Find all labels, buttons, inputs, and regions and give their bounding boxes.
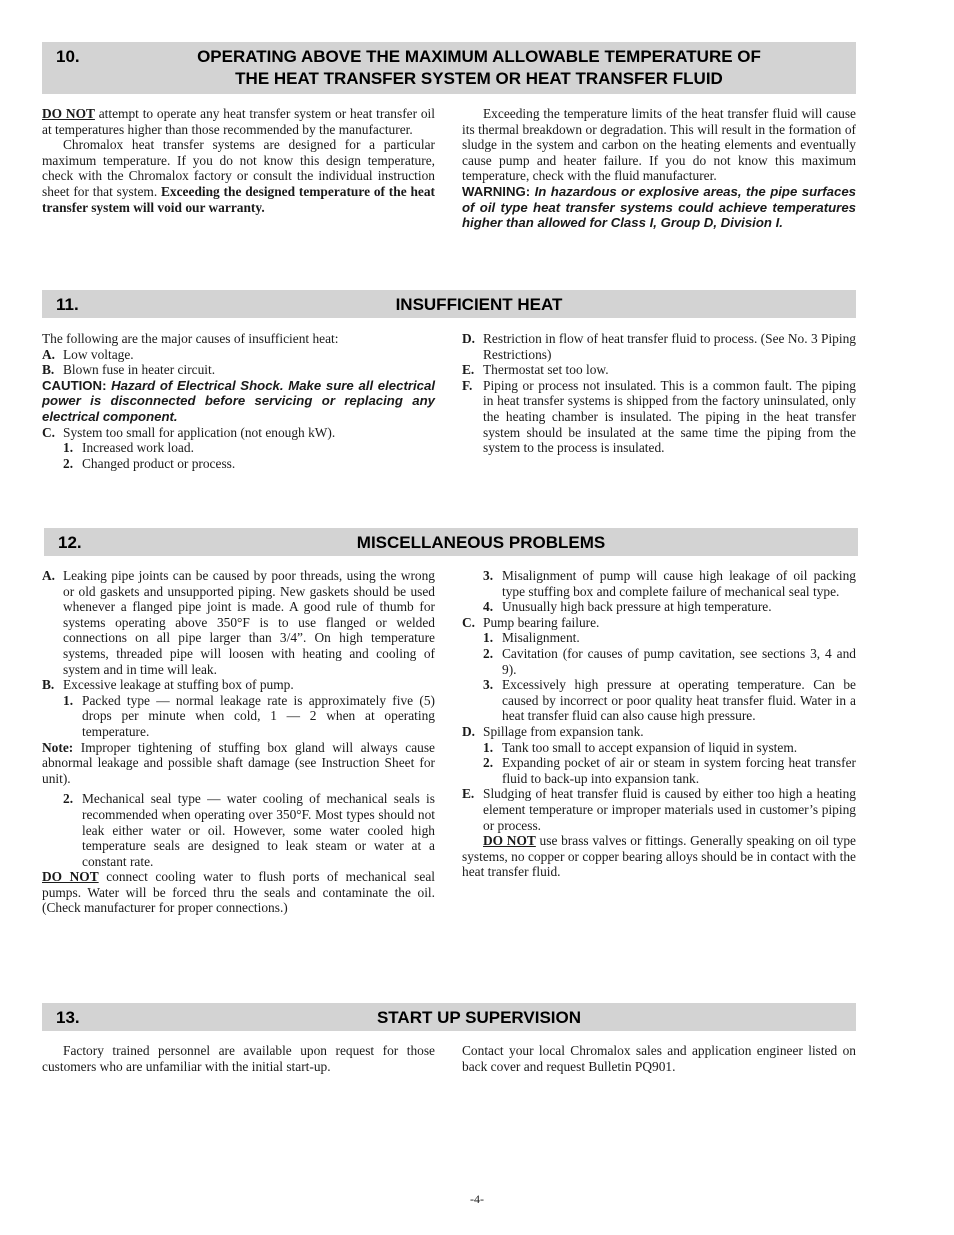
paragraph: DO NOT use brass valves or fittings. Generally speaking on oil type systems, no copper or copper bearing alloys should be in contact with the heat transfer fluid. <box>462 833 856 880</box>
paragraph: Contact your local Chromalox sales and application engineer listed on back cover and request Bulletin PQ901. <box>462 1043 856 1074</box>
section-number: 13. <box>56 1008 80 1027</box>
section-title: START UP SUPERVISION <box>376 1008 582 1027</box>
list-item: C. Pump bearing failure. <box>462 614 600 630</box>
section-13-left <box>42 1043 435 1074</box>
section-title: INSUFFICIENT HEAT <box>395 295 563 314</box>
section-12-right <box>462 568 856 880</box>
section-title-line-2: THE HEAT TRANSFER SYSTEM OR HEAT TRANSFER FLUID <box>235 69 723 88</box>
list-item: E. Sludging of heat transfer fluid is caused by either too high a heating element temperature or improper materials used in customer’s piping or process. <box>462 786 856 833</box>
list-item: B. Excessive leakage at stuffing box of pump. <box>42 677 294 693</box>
sub-list-item: 1. Misalignment. <box>483 630 580 646</box>
section-12-left <box>42 568 435 916</box>
sub-list-item: 1. Tank too small to accept expansion of liquid in system. <box>483 739 798 755</box>
intro-text: The following are the major causes of insufficient heat: <box>42 331 339 346</box>
do-not-label: DO NOT <box>483 833 536 849</box>
section-number: 10. <box>56 47 80 66</box>
sub-list-item: 1. Increased work load. <box>63 440 194 456</box>
sub-list-item: 3. Misalignment of pump will cause high leakage of oil packing type stuffing box and complete failure of mechanical seal type. <box>483 568 856 599</box>
do-not-label: DO NOT <box>42 106 95 121</box>
list-item: A. Leaking pipe joints can be caused by poor threads, using the wrong or old gaskets and unsupported piping. New gaskets should be used whenever a flanged pipe joint is made. A good rule of thumb for systems operating above 350°F is to use flanged or welded connections on all pipe larger than 3/4”. On high temperature systems, threaded pipe will loosen with heating and cooling of system and in time will leak. <box>42 568 435 677</box>
section-13-header <box>42 1003 856 1031</box>
section-10-header <box>42 42 856 94</box>
list-item: B. Blown fuse in heater circuit. <box>42 362 216 378</box>
sub-list-item: 2. Mechanical seal type — water cooling of mechanical seals is recommended when operating over 350°F. Most types should not leak either water or oil. However, some water cooled high temperature seals are designed to leak steam or water at a constant rate. <box>63 791 435 869</box>
sub-list-item: 2. Cavitation (for causes of pump cavitation, see sections 3, 4 and 9). <box>483 645 856 677</box>
paragraph: Chromalox heat transfer systems are designed for a particular maximum temperature. If you do not know this design temperature, check with the Chromalox factory or consult the individual instruction sheet for that system. Exceeding the designed temperature of the heat transfer system will void our warranty. <box>42 137 435 215</box>
section-11-right <box>462 331 856 456</box>
section-12-header <box>44 528 858 556</box>
list-item: C. System too small for application (not enough kW). <box>42 424 336 440</box>
sub-list-item: 2. Expanding pocket of air or steam in system forcing heat transfer fluid to back-up into expansion tank. <box>483 755 856 786</box>
list-item: E. Thermostat set too low. <box>462 362 609 378</box>
warning-label: WARNING: <box>462 183 535 199</box>
paragraph: DO NOT attempt to operate any heat transfer system or heat transfer oil at temperatures higher than those recommended by the manufacturer. <box>42 106 435 137</box>
section-title: MISCELLANEOUS PROBLEMS <box>356 533 606 552</box>
warning-paragraph <box>462 184 856 231</box>
list-item: D. Restriction in flow of heat transfer fluid to process. (See No. 3 Piping Restrictions) <box>462 331 856 362</box>
sub-list-item: 4. Unusually high back pressure at high temperature. <box>483 599 772 615</box>
section-13-right <box>462 1043 856 1074</box>
section-11-left <box>42 331 435 471</box>
paragraph: DO NOT connect cooling water to flush ports of mechanical seal pumps. Water will be forced thru the seals and contaminate the oil. (Check manufacturer for proper connections.) <box>42 869 435 916</box>
sub-list-item: 2. Changed product or process. <box>63 455 236 471</box>
section-number: 12. <box>58 533 82 552</box>
do-not-label: DO NOT <box>42 869 99 885</box>
warning-text: In hazardous or explosive areas, the pipe surfaces of oil type heat transfer systems could achieve temperatures higher than allowed for Class I, Group D, Division I. <box>462 183 857 231</box>
sub-list-item: 3. Excessively high pressure at operating temperature. Can be caused by incorrect or poor quality heat transfer fluid. Water in a heat transfer fluid can also cause high pressure. <box>483 677 856 724</box>
note-paragraph: Note: Improper tightening of stuffing box gland will always cause abnormal leakage and possible shaft damage (see Instruction Sheet for unit). <box>42 739 436 786</box>
list-item: A. Low voltage. <box>42 346 134 362</box>
section-11-header <box>42 290 856 318</box>
section-10-right <box>462 106 856 231</box>
paragraph: Exceeding the temperature limits of the heat transfer fluid will cause its thermal breakdown or degradation. This will result in the formation of sludge in the system and carbon on the heating elements and eventually cause pump and heater failure. If you do not know this maximum temperature, check with the fluid manufacturer. <box>462 106 856 184</box>
paragraph: Factory trained personnel are available upon request for those customers who are unfamiliar with the initial start-up. <box>42 1043 435 1074</box>
section-10-left <box>42 106 435 215</box>
list-item: F. Piping or process not insulated. This is a common fault. The piping in heat transfer systems is shipped from the factory uninsulated, only the heating chamber is insulated. The piping in the heat transfer system should be insulated at the same time the piping from the system to the process is insulated. <box>462 377 856 456</box>
sub-list-item: 1. Packed type — normal leakage rate is approximately five (5) drops per minute when cold, 1 — 2 when at operating temperature. <box>63 692 435 739</box>
page-number: -4- <box>470 1192 484 1206</box>
note-label: Note: <box>42 739 81 755</box>
section-title-line-1: OPERATING ABOVE THE MAXIMUM ALLOWABLE TEMPERATURE OF <box>197 47 761 66</box>
caution-paragraph <box>42 378 435 425</box>
list-item: D. Spillage from expansion tank. <box>462 723 644 739</box>
caution-text: Hazard of Electrical Shock. Make sure all electrical power is disconnected before servicing or replacing any electrical component. <box>42 377 435 424</box>
section-number: 11. <box>56 295 79 314</box>
caution-label: CAUTION: <box>42 377 112 393</box>
